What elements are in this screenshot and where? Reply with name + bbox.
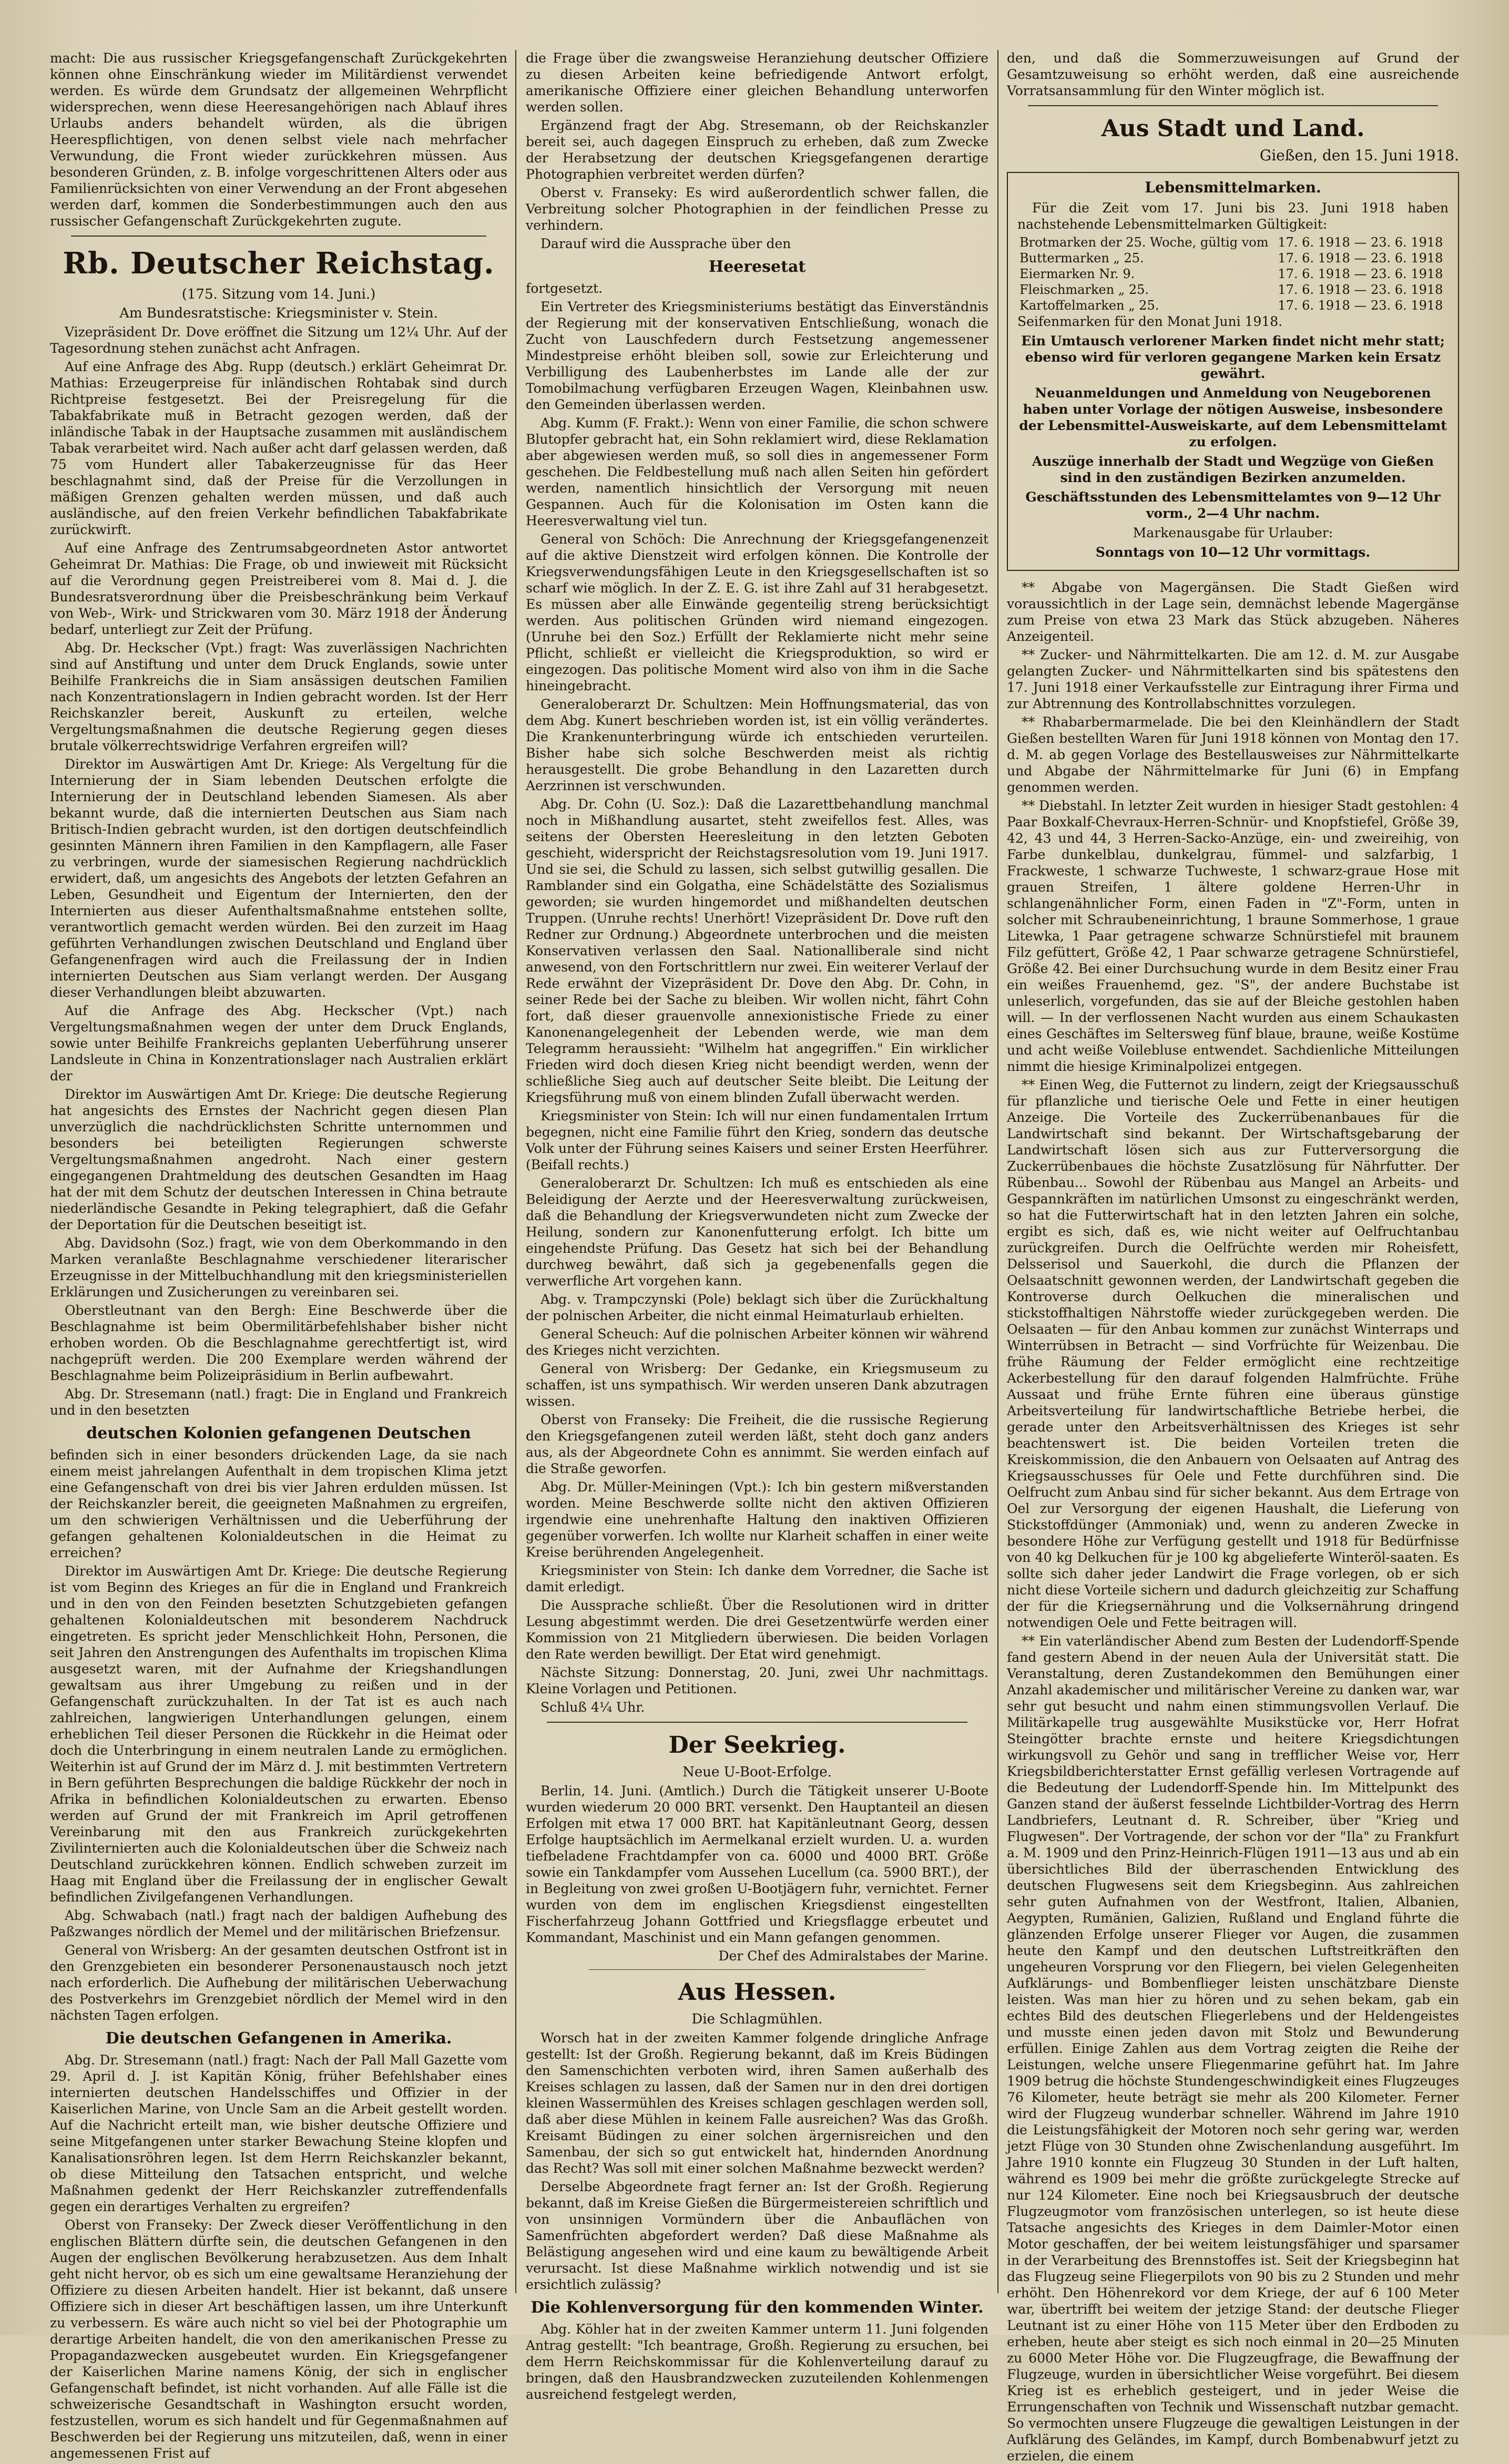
local-news-item: ** Ein vaterländischer Abend zum Besten der Ludendorff-Spende fand gestern Abend in der neuen Aula der Universität statt. Die Veranstaltung, deren Zustandekommen den Bemühungen einer Anzahl akademischer und militärischer Vereine zu danken war, war sehr gut besucht und nahm einen stimmungsvollen Verlauf. Die Militärkapelle trug ausgewählte Musikstücke vor, Herr Hofrat Steingötter brachte ernste und heitere Kriegsdichtungen wirkungsvoll zu Gehör und sang in trefflicher Weise vor, Herr Kriegsbildberichterstatter Ernst gefällig verlesen Vortragende auf die Bedeutung der Ludendorff-Spende hin. Im Mittelpunkt des Ganzen stand der äußerst fesselnde Lichtbilder-Vortrag des Herrn Landbriefers, Leutnant d. R. Schreiber, über "Krieg und Flugwesen". Der Vortragende, der schon vor der "Ila" zu Frankfurt a. M. 1909 und den Prinz-Heinrich-Flügen 1911—13 aus und ab ein übersichtliches Bild der überraschenden Entwicklung des deutschen Flugwesens seit dem Kriegsbeginn. Aus zahlreichen sehr guten Aufnahmen von der Westfront, Italien, Albanien, Aegypten, Rumänien, Galizien, Rußland und England führte die glänzenden Erfolge unserer Flieger vor Augen, die zusammen heute den Kampf und den deutschen Luftstreitkräften den ungeheuren Vorsprung vor den Fliegern, bei vielen Gelegenheiten Aufklärungs- und Bombenflieger leisten unschätzbare Dienste leisten. Was man hier zu hören und zu sehen bekam, gab ein echtes Bild des deutschen Fliegerlebens und der Heldengeistes und musste einen jeden davon mit Stolz und Bewunderung erfüllen. Einige Zahlen aus dem Vortrag zeigten die Reihe der Leistungen, welche unsere Fliegenmarine geführt hat. Im Jahre 1909 betrug die höchste Stundengeschwindigkeit eines Flugzeuges 76 Kilometer, heute beträgt sie mehr als 200 Kilometer. Ferner wird der Flugzeug wunderbar schneller. Während im Jahre 1910 die Leistungsfähigkeit der Motoren noch sehr gering war, werden jetzt Flüge von 30 Stunden ohne Zwischenlandung ausgeführt. Im Jahre 1910 konnte ein Flugzeug 30 Stunden in der Luft halten, während es 1909 bei mehr die größte zurückgelegte Strecke auf nur 124 Kilometer. Eine noch bei Kriegsausbruch der deutsche Flugzeugmotor vom französischen unterlegen, so ist heute diese Tatsache angesichts des Krieges in dem Daimler-Motor einen Motor geschaffen, der bei weitem leistungsfähiger und sparsamer in der Verarbeitung des Brennstoffes ist. Seit der Kriegsbeginn hat das Flugzeug seine Fliegerpilots von 90 bis zu 2 Stunden und mehr erhöht. Den Höhenrekord vor dem Kriege, der auf 6 100 Meter war, übertrifft bei weitem der jetzige Stand: der deutsche Flieger Leutnant ist zu einer Höhe von 115 Meter über den Erdboden zu erheben, heute aber steigt es sich noch einmal in 20—25 Minuten zu 6000 Meter Höhe vor. Die Flugzeugfrage, die Bewaffnung der Flugzeuge, wurden in übersichtlicher Weise vorgeführt. Bei diesem Krieg ist es erheblich gesteigert, und in jeder Weise die Errungenschaften von Technik und Wissenschaft nutzbar gemacht. So vermochten unsere Flugzeuge die gewaltigen Leistungen in der Aufklärung des Geländes, im Kampf, durch Bombenabwurf jetzt zu erzielen, die einem bbox=[1007, 1633, 1459, 2463]
paragraph: Oberstleutnant van den Bergh: Eine Beschwerde über die Beschlagnahme ist beim Obermilitärbefehlshaber bisher nicht erhoben worden. Ob die Beschlagnahme gerechtfertigt ist, wird nachgeprüft werden. Die 200 Exemplare werden während der Beschlagnahme beim Polizeipräsidium in Berlin aufbewahrt. bbox=[50, 1303, 507, 1383]
paragraph: Nächste Sitzung: Donnerstag, 20. Juni, zwei Uhr nachmittags. Kleine Vorlagen und Petitionen. bbox=[526, 1665, 988, 1696]
paragraph: Direktor im Auswärtigen Amt Dr. Kriege: Die deutsche Regierung ist vom Beginn des Krieges an für die in England und Frankreich und in den von den Feinden besetzten Schutzgebieten gefangen gehaltenen Kolonialdeutschen mit besonderem Nachdruck eingetreten. Es spricht jeder Menschlichkeit Hohn, Personen, die seit Jahren den Anstrengungen des Aufenthalts im tropischen Klima ausgesetzt waren, mit der Aufnahme der Kriegshandlungen gewaltsam aus ihrer Umgebung zu reißen und in der Gefangenschaft zurückzuhalten. In der Tat ist es auch nach zahlreichen, langwierigen Unterhandlungen gelungen, einem erheblichen Teil dieser Personen die Rückkehr in die Heimat oder doch die Unterbringung in einem neutralen Lande zu ermöglichen. Weiterhin ist auf Grund der im März d. J. mit bestimmten Vertretern in Bern geführten Besprechungen die baldige Rückkehr der noch in Afrika in befindlichen Kolonialdeutschen zu erwarten. Ebenso werden auf Grund der mit Frankreich im April getroffenen Vereinbarung mit den aus Frankreich zurückgekehrten Zivilinternierten auch die Kolonialdeutschen über die Schweiz nach Deutschland zurückkehren können. Endlich schweben zurzeit im Haag mit England über die Freilassung der in englischer Gewalt befindlichen Zivilgefangenen Verhandlungen. bbox=[50, 1563, 507, 1905]
table-cell: Brotmarken der 25. Woche, gültig vom bbox=[1019, 235, 1269, 250]
paragraph: Generaloberarzt Dr. Schultzen: Ich muß es entschieden als eine Beleidigung der Aerzte und der Heeresverwaltung zurückweisen, daß die Behandlung der Kriegsverwundeten nicht zum Zwecke der Heilung, sondern zur Kanonenfutterung erfolgt. Ich bitte um eingehendste Prüfung. Das Gesetz hat sich bei der Behandlung durchweg bewährt, daß sich ja gegebenenfalls gegen die verwerfliche Art vorgehen kann. bbox=[526, 1175, 988, 1289]
paragraph: Berlin, 14. Juni. (Amtlich.) Durch die Tätigkeit unserer U-Boote wurden wiederum 20 000 BRT. versenkt. Den Hauptanteil an diesen Erfolgen mit etwa 17 000 BRT. hat Kapitänleutnant Georg, dessen Erfolge hauptsächlich im Aermelkanal erzielt wurden. U. a. wurden tiefbeladene Frachtdampfer von ca. 6000 und 4000 BRT. Größe sowie ein Tankdampfer vom Aussehen Lucellum (ca. 5900 BRT.), der in Begleitung von zwei großen U-Bootjägern fuhr, vernichtet. Ferner wurden von dem im englischen Kriegsdienst eingestellten Fischerfahrzeug Johann Gottfried und Kriegsflagge erbeutet und Kommandant, Maschinist und ein Mann gefangen genommen. bbox=[526, 1783, 988, 1945]
paragraph: General Scheuch: Auf die polnischen Arbeiter können wir während des Krieges nicht verzichten. bbox=[526, 1326, 988, 1358]
box-note: Ein Umtausch verlorener Marken findet nicht mehr statt; ebenso wird für verloren gegangene Marken kein Ersatz gewährt. bbox=[1021, 333, 1445, 381]
local-news-item: ** Diebstahl. In letzter Zeit wurden in hiesiger Stadt gestohlen: 4 Paar Boxkalf-Chevraux-Herren-Schnür- und Knopfstiefel, Größe 39, 42, 43 und 44, 3 Herren-Sacko-Anzüge, ein- und zweireihig, von Farbe dunkelblau, dunkelgrau, fümmel- und salzfarbig, 1 Frackweste, 1 schwarze Tuchweste, 1 schwarz-graue Hose mit grauen Streifen, 1 ältere goldene Herren-Uhr in schlangenähnlicher Form, einen Faden in "Z"-Form, unten in solcher mit Schraubeneinrichtung, 1 braune Sommerhose, 1 graue Litewka, 1 Paar getragene schwarze Schnürstiefel mit braunem Filz gefüttert, Größe 42, 1 Paar schwarze getragene Schnürstiefel, Größe 42. Bei einer Durchsuchung wurde in dem Besitz einer Frau ein weißes Frauenhemd, gez. "S", der andere Buchstabe ist unleserlich, vorgefunden, das sie auf der Bleiche gestohlen haben will. — In der verflossenen Nacht wurden aus einem Schaukasten eines Geschäftes im Seltersweg fünf blaue, braune, weiße Kostüme und acht weiße Voilebluse entwendet. Sachdienliche Mitteilungen nimmt die hiesige Kriminalpolizei entgegen. bbox=[1007, 798, 1459, 1074]
table-cell: 17. 6. 1918 — 23. 6. 1918 bbox=[1278, 282, 1443, 297]
subheading: deutschen Kolonien gefangenen Deutschen bbox=[86, 1424, 471, 1443]
local-news-item: ** Zucker- und Nährmittelkarten. Die am 12. d. M. zur Ausgabe gelangten Zucker- und Nährmittelkarten sind bis spätestens den 17. Juni 1918 einer Verkaufsstelle zur Eintragung ihrer Firma und zur Abtrennung des Kontrollabschnittes vorzulegen. bbox=[1007, 647, 1459, 711]
paragraph: Direktor im Auswärtigen Amt Dr. Kriege: Als Vergeltung für die Internierung der in Siam lebenden Deutschen erfolgte die Internierung der in Deutschland lebenden Siamesen. Als aber bekannt wurde, daß die internierten Deutschen aus Siam nach Britisch-Indien gebracht wurden, ist den dortigen deutschfeindlich gesinnten Männern ihren Familien in den Kampflagern, alle Faser zu verbringen, wurde der siamesischen Regierung nachdrücklich erwidert, daß, um angesichts des Angebots der letzten Gefahren an Leben, Gesundheit und Eigentum der Internierten, den der Internierten aus dieser Aufenthaltsmaßnahme entstehen sollte, verantwortlich gemacht werden würden. Bei den zurzeit im Haag geführten Verhandlungen zwischen Deutschland und England über Gefangenenfragen wird auch die Freilassung der in Indien internierten Deutschen aus Siam verlangt werden. Der Ausgang dieser Verhandlungen bleibt abzuwarten. bbox=[50, 756, 507, 1000]
paragraph: Direktor im Auswärtigen Amt Dr. Kriege: Die deutsche Regierung hat angesichts des Ernstes der Nachricht gegen diesen Plan unverzüglich die nachdrücklichsten Schritte unternommen und besonders bei beteiligten Regierungen schwerste Vergeltungsmaßnahmen angedroht. Nach einer gestern eingegangenen Drahtmeldung des deutschen Gesandten im Haag hat der mit dem Schutz der deutschen Interessen in China betraute niederländische Gesandte in Peking telegraphiert, daß die Gefahr der Deportation für die Deutschen beseitigt ist. bbox=[50, 1087, 507, 1232]
divider bbox=[1028, 105, 1438, 106]
table-cell: 17. 6. 1918 — 23. 6. 1918 bbox=[1278, 298, 1443, 313]
table-cell: Fleischmarken „ 25. bbox=[1019, 282, 1149, 297]
paragraph: General von Wrisberg: An der gesamten deutschen Ostfront ist in den Grenzgebieten ein besonderer Personenaustausch noch jetzt nach erforderlich. Die Aufhebung der militärischen Ueberwachung des Postverkehrs im Grenzgebiet nördlich der Memel wird in den nächsten Tagen erfolgen. bbox=[50, 1942, 507, 2023]
column-rule bbox=[997, 50, 998, 2293]
dateline: Gießen, den 15. Juni 1918. bbox=[1259, 147, 1459, 164]
column-middle bbox=[526, 50, 988, 2402]
signature: Der Chef des Admiralstabes der Marine. bbox=[718, 1948, 988, 1964]
ration-table bbox=[1017, 234, 1449, 313]
divider bbox=[547, 1722, 967, 1723]
paragraph: Oberst von Franseky: Der Zweck dieser Veröffentlichung in den englischen Blättern dürfte sein, die deutschen Gefangenen in den Augen der englischen Bevölkerung herabzusetzen. Aus dem Inhalt geht nicht hervor, ob es sich um eine gewaltsame Heranziehung der Offiziere zu diesen Arbeiten handelt. Hier ist bekannt, daß unsere Offiziere sich in dieser Art beschäftigen lassen, um ihre Unterkunft zu verbessern. Es wäre auch nicht so viel bei der Photographie um derartige Arbeiten handelt, die von den amerikanischen Presse zu Propagandazwecken ausgebeutet wurden. Ein Kriegsgefangener der Kaiserlichen Marine namens König, der sich in englischer Gefangenschaft befindet, ist nicht vorhanden. Auf alle Fälle ist die schweizerische Gesandtschaft in Washington ersucht worden, festzustellen, worum es sich handelt und für Gegenmaßnahmen auf Beschwerden bei der Regierung uns mitzuteilen, daß, wenn in einer angemessenen Frist auf bbox=[50, 2217, 507, 2461]
box-note: Sonntags von 10—12 Uhr vormittags. bbox=[1095, 545, 1371, 560]
paragraph: Kriegsminister von Stein: Ich danke dem Vorredner, die Sache ist damit erledigt. bbox=[526, 1563, 988, 1594]
subheading: Neue U-Boot-Erfolge. bbox=[682, 1764, 832, 1780]
ration-notice-box bbox=[1007, 172, 1459, 571]
table-cell: Buttermarken „ 25. bbox=[1019, 251, 1144, 265]
paragraph: Abg. Köhler hat in der zweiten Kammer unterm 11. Juni folgenden Antrag gestellt: "Ich beantrage, Großh. Regierung zu ersuchen, bei dem Herrn Reichskommissar für die Kohlenverteilung darauf zu bringen, daß den Hausbrandzwecken zuzuteilenden Kohlenmengen ausreichend festgelegt werden, bbox=[526, 2322, 988, 2402]
paragraph: Abg. Davidsohn (Soz.) fragt, wie von dem Oberkommando in den Marken veranlaßte Beschlagnahme verschiedener literarischer Erzeugnisse in der Mittelbuchhandlung mit den kriegsministeriellen Erklärungen und Zusicherungen zu vereinbaren sei. bbox=[50, 1235, 507, 1300]
paragraph: General von Wrisberg: Der Gedanke, ein Kriegsmuseum zu schaffen, ist uns sympathisch. Wir werden unseren Dank abzutragen wissen. bbox=[526, 1361, 988, 1409]
section-heading: Aus Hessen. bbox=[678, 1979, 837, 2006]
paragraph: befinden sich in einer besonders drückenden Lage, da sie nach einem meist jahrelangen Aufenthalt in dem tropischen Klima jetzt eine Gefangenschaft von drei bis vier Jahren erdulden müssen. Ist der Reichskanzler bereit, die geeigneten Maßnahmen zu ergreifen, um den schwierigen Verhältnissen und die Ueberführung der gefangen gehaltenen Kolonialdeutschen in die Heimat zu erreichen? bbox=[50, 1447, 507, 1560]
column-left bbox=[50, 50, 507, 2461]
paragraph: Oberst v. Franseky: Es wird außerordentlich schwer fallen, die Verbreitung solcher Photographien in der feindlichen Presse zu verhindern. bbox=[526, 185, 988, 233]
paragraph: Derselbe Abgeordnete fragt ferner an: Ist der Großh. Regierung bekannt, daß im Kreise Gießen die Bürgermeistereien schriftlich und von unsinnigen Vormündern über die Anbauflächen von Samenfrüchten abgefordert werden? Daß diese Maßnahme als Belästigung angesehen wird und eine kaum zu bewältigende Arbeit verursacht. Ist diese Maßnahme wirklich notwendig und ist sie ersichtlich zulässig? bbox=[526, 2179, 988, 2292]
paragraph: Abg. Dr. Stresemann (natl.) fragt: Die in England und Frankreich und in den besetzten bbox=[50, 1386, 507, 1418]
paragraph: Schluß 4¼ Uhr. bbox=[541, 1700, 645, 1715]
paragraph: Vizepräsident Dr. Dove eröffnet die Sitzung um 12¼ Uhr. Auf der Tagesordnung stehen zunächst acht Anfragen. bbox=[50, 324, 507, 356]
paragraph: die Frage über die zwangsweise Heranziehung deutscher Offiziere zu diesen Arbeiten keine befriedigende Antwort erfolgt, amerikanische Offiziere einer gleichen Behandlung unterworfen werden sollen. bbox=[526, 50, 988, 115]
paragraph: Abg. Dr. Cohn (U. Soz.): Daß die Lazarettbehandlung manchmal noch in Mißhandlung ausartet, steht zweifellos fest. Alles, was seitens der Obersten Heeresleitung in den letzten Geboten geschieht, widerspricht der Reichstagsresolution vom 19. Juni 1917. Und sie sei, die Schuld zu lassen, sich selbst gutwillig gesallen. Die Ramblander sind ein Golgatha, eine Schädelstätte des Sozialismus geworden; sie wurden hingemordet und mißhandelten deutschen Truppen. (Unruhe rechts! Unerhört! Vizepräsident Dr. Dove ruft den Redner zur Ordnung.) Abgeordnete unterbrochen und die meisten Konservativen verlassen den Saal. Nationalliberale sind nicht anwesend, von den Fortschrittlern nur zwei. Ein weiterer Verlauf der Rede erwähnt der Vizepräsident Dr. Dove den Abg. Dr. Cohn, in seiner Rede bei der Sache zu bleiben. Wir wollen nicht, fährt Cohn fort, daß dieser grauenvolle annexionistische Friede zu einer Kanonenangelegenheit der Lebenden werde, wie man dem Telegramm heraussieht: "Wilhelm hat angegriffen." Ein wirklicher Frieden wird doch diesen Krieg nicht beendigt werden, wenn der schließliche Sieg auch auf deutscher Seite bleibt. Die Leitung der Kriegsführung muß von einem blinden Zufall überwacht werden. bbox=[526, 796, 988, 1105]
paragraph: Auf eine Anfrage des Zentrumsabgeordneten Astor antwortet Geheimrat Dr. Mathias: Die Frage, ob und inwieweit mit Rücksicht auf die Verordnung gegen Preistreiberei vom 8. Mai d. J. die Bundesratsverordnung über die Preisbeschränkung beim Verkauf von Web-, Wirk- und Strickwaren vom 30. März 1918 der Änderung bedarf, unterliegt zur Zeit der Prüfung. bbox=[50, 540, 507, 637]
paragraph: Worsch hat in der zweiten Kammer folgende dringliche Anfrage gestellt: Ist der Großh. Regierung bekannt, daß im Kreis Büdingen den Samenschichten verboten wird, ihren Samen außerhalb des Kreises schlagen zu lassen, daß der Samen nur in den drei dortigen kleinen Wassermühlen des Kreises schlagen geschlagen werden soll, daß aber diese Mühlen in keinem Falle ausreichen? Was das Großh. Kreisamt Büdingen zu einer solchen ärgernisreichen und den Samenbau, der sich so gut entwickelt hat, hindernden Anordnung das Recht? Was soll mit einer solchen Maßnahme bezweckt werden? bbox=[526, 2030, 988, 2176]
column-rule bbox=[515, 50, 516, 2293]
paragraph: Die Aussprache schließt. Über die Resolutionen wird in dritter Lesung abgestimmt werden. Die drei Gesetzentwürfe werden einer Kommission von 21 Mitgliedern überwiesen. Die beiden Vorlagen den Rate werden bewilligt. Der Etat wird genehmigt. bbox=[526, 1598, 988, 1662]
box-note: Neuanmeldungen und Anmeldung von Neugeborenen haben unter Vorlage der nötigen Ausweise, insbesondere der Lebensmittel-Ausweiskarte, auf dem Lebensmittelamt zu erfolgen. bbox=[1019, 385, 1447, 449]
paragraph: Ein Vertreter des Kriegsministeriums bestätigt das Einverständnis der Regierung mit der konservativen Entschließung, wonach die Zucht von Lauschfedern durch Festsetzung angemessener Mindestpreise erhöht bleiben soll, sowie zur Erleichterung und Verbilligung des Laubenherbstes im Lande alle der zur Tomobilmachung verfügbaren Erzeugen Wagen, Kleinbahnen usw. den Gemeinden überlassen werden. bbox=[526, 299, 988, 412]
subheading: Die deutschen Gefangenen in Amerika. bbox=[105, 2029, 452, 2048]
box-note: Markenausgabe für Urlauber: bbox=[1133, 525, 1333, 540]
section-heading: Aus Stadt und Land. bbox=[1101, 115, 1365, 142]
subheading: Die Kohlenversorgung für den kommenden Winter. bbox=[531, 2298, 984, 2317]
paragraph: Oberst von Franseky: Die Freiheit, die die russische Regierung den Kriegsgefangenen zuteil werden läßt, steht doch ganz anders aus, als der Abgeordnete Cohn es annimmt. Sie werden einfach auf die Straße geworfen. bbox=[526, 1412, 988, 1476]
paragraph: Kriegsminister von Stein: Ich will nur einen fundamentalen Irrtum begegnen, nicht eine Familie führt den Krieg, sondern das deutsche Volk unter der Führung seines Kaisers und seiner Ersten Heerführer. (Beifall rechts.) bbox=[526, 1108, 988, 1172]
table-cell: Eiermarken Nr. 9. bbox=[1019, 267, 1135, 281]
paragraph: Abg. Dr. Heckscher (Vpt.) fragt: Was zuverlässigen Nachrichten sind auf Anstiftung und unter dem Druck Englands, sowie unter Beihilfe Frankreichs die in Siam ansässigen deutschen Familien nach Konzentrationslagern in Indien gebracht worden. Ist der Herr Reichskanzler bereit, Auskunft zu erteilen, welche Vergeltungsmaßnahmen die deutsche Regierung gegen dieses brutale völkerrechtswidrige Verfahren ergreifen will? bbox=[50, 640, 507, 753]
box-title: Lebensmittelmarken. bbox=[1145, 179, 1321, 196]
table-row bbox=[1017, 266, 1449, 282]
table-row bbox=[1017, 298, 1449, 313]
paragraph: Abg. Kumm (F. Frakt.): Wenn von einer Familie, die schon schwere Blutopfer gebracht hat, ein Sohn reklamiert wird, diese Reklamation aber abgewiesen werden muß, so soll dies in angemessener Form geschehen. Die Feldbestellung muß nach allen Seiten hin gefördert werden, namentlich hinsichtlich der Versorgung mit neuen Gespannen. Auch für die Kolonisation im Osten kann die Heeresverwaltung viel tun. bbox=[526, 415, 988, 528]
local-news-item: ** Einen Weg, die Futternot zu lindern, zeigt der Kriegsausschuß für pflanzliche und tierische Oele und Fette in einer heutigen Anzeige. Die Vorteile des Zuckerrübenanbaues für die Landwirtschaft sind bekannt. Der Wirtschaftsgebarung der Landwirtschaft lösen sich aus zur Futterversorgung die Zuckerrübenbaues die höchste Zusatzlösung für Nährfutter. Der Rübenbau... Sowohl der Rübenbau aus Mangel an Arbeits- und Gespannkräften im natürlichen Umsonst zu eingeschränkt werden, so hat die Futterwirtschaft hat in den letzten Jahren ein solche, ergibt es sich, daß es, wie nicht weiter auf Oelfruchtanbau zurückgreifen. Durch die Oelfrüchte werden mir Roheisfett, Delsserisol und Sauerkohl, die durch die Pflanzen der Oelsaatschnitt gewonnen werden, der Landwirtschaft gegeben die Kontroverse durch Oelkuchen die mineralischen und stickstoffhaltigen Nährstoffe wieder zurückgegeben werden. Die Oelsaaten — für den Anbau kommen zur zunächst Winterraps und Winterrübsen in Betracht — sind Vorfrüchte für Weizenbau. Die frühe Räumung der Felder ermöglicht eine rechtzeitige Ackerbestellung für den darauf folgenden Halmfrüchte. Frühe Aussaat und frühe Ernte führen eine überaus günstige Arbeitsverteilung für landwirtschaftliche Betriebe herbei, die gerade unter den Arbeitsverhältnissen des Krieges ist sehr beachtenswert ist. Die beiden Vorteilen treten die Kreiskommission, die den Anbauern von Oelsaaten auf Antrag des Kriegsausschusses für Oele und Fette durchführen sind. Die Oelfrucht zum Anbau sind für sicher bekannt. Aus dem Ertrage von Oel zur Versorgung der eigenen Haushalt, die Lieferung von Stickstoffdünger (Ammoniak) und, wenn zu anderen Zwecke in besondere Höhe zur Verfügung gestellt und 1918 für Bedürfnisse von 40 kg Delkuchen für je 100 kg abgelieferte Winteröl-saaten. Es sollte sich daher jeder Landwirt die Frage vorlegen, ob er sich nicht diese Vorteile sichern und dadurch gleichzeitig zur Schaffung der für die Kriegsernährung und die Volksernährung dringend notwendigen Oele und Fette beitragen will. bbox=[1007, 1077, 1459, 1630]
table-cell: 17. 6. 1918 — 23. 6. 1918 bbox=[1278, 267, 1443, 281]
paragraph: Ergänzend fragt der Abg. Stresemann, ob der Reichskanzler bereit sei, auch dagegen Einspruch zu erheben, daß zum Zwecke der Herabsetzung der deutschen Kriegsgefangenen derartige Photographien verbreitet werden dürfen? bbox=[526, 118, 988, 182]
paragraph: Auf die Anfrage des Abg. Heckscher (Vpt.) nach Vergeltungsmaßnahmen wegen der unter dem Druck Englands, sowie unter Beihilfe Frankreichs geplanten Ueberführung unserer Landsleute in China in Konzentrationslager nach Australien erklärt der bbox=[50, 1003, 507, 1083]
box-note: Auszüge innerhalb der Stadt und Wegzüge von Gießen sind in den zuständigen Bezirken anzumelden. bbox=[1032, 454, 1434, 485]
paragraph: den, und daß die Sommerzuweisungen auf Grund der Gesamtzuweisung so erhöht werden, daß eine ausreichende Vorratsansammlung für den Winter möglich ist. bbox=[1007, 50, 1459, 98]
subheading: Heeresetat bbox=[708, 258, 806, 276]
paragraph: Darauf wird die Aussprache über den bbox=[541, 236, 791, 251]
paragraph: General von Schöch: Die Anrechnung der Kriegsgefangenenzeit auf die aktive Dienstzeit wird erfolgen können. Die Kontrolle der Kriegsverwendungsfähigen Leute in den Kriegsgesellschaften ist so scharf wie möglich. In der Z. E. G. ist ihre Zahl auf 31 herabgesetzt. Es müssen aber alle Einwände gegenteilig streng berücksichtigt werden. Aus politischen Gründen wird niemand eingezogen. (Unruhe bei den Soz.) Erfüllt der Reklamierte nicht mehr seine Pflicht, schließt er vielleicht die Kriegsproduktion, so wird er eingezogen. Das politische Moment wird also von ihm in die Sache hineingebracht. bbox=[526, 531, 988, 693]
paragraph: Abg. v. Trampczynski (Pole) beklagt sich über die Zurückhaltung der polnischen Arbeiter, die nicht einmal Heimaturlaub erhielten. bbox=[526, 1292, 988, 1323]
article-continuation: macht: Die aus russischer Kriegsgefangenschaft Zurückgekehrten können ohne Einschränkung wieder im Militärdienst verwendet werden. Es würde dem Grundsatz der allgemeinen Wehrpflicht widersprechen, wenn diese Heeresangehörigen nach Ablauf ihres Urlaubs anders behandelt würden, als die übrigen Heerespflichtigen, von denen selbst viele nach mehrfacher Verwundung, die Front wieder zurückkehren müssen. Aus besonderen Gründen, z. B. infolge vorgeschrittenen Alters oder aus Familienrücksichten von einer Verwendung an der Front abgesehen werden darf, kommen die Sonderbestimmungen auch den aus russischer Gefangenschaft Zurückgekehrten zugute. bbox=[50, 50, 507, 229]
paragraph: Auf eine Anfrage des Abg. Rupp (deutsch.) erklärt Geheimrat Dr. Mathias: Erzeugerpreise für inländischen Rohtabak sind durch Richtpreise festgesetzt. Bei der Preisregelung für die Tabakfabrikate muß in Betracht gezogen werden, daß der inländische Tabak in der Hauptsache zusammen mit ausländischem Tabak verarbeitet wird. Nach außer acht darf gelassen werden, daß 75 vom Hundert aller Tabakerzeugnisse für das Heer beschlagnahmt sind, daß der Preise für die Verzollungen in mäßigen Grenzen gehalten werden müssen, und daß auch ausländische, auf den freien Verkehr befindlichen Tabakfabrikate zurückwirft. bbox=[50, 359, 507, 537]
bundesrat-note: Am Bundesratstische: Kriegsminister v. Stein. bbox=[119, 305, 438, 321]
session-note: (175. Sitzung vom 14. Juni.) bbox=[181, 287, 376, 302]
divider bbox=[589, 1969, 925, 1970]
paragraph: Generaloberarzt Dr. Schultzen: Mein Hoffnungsmaterial, das von dem Abg. Kunert beschrieben worden ist, ist ein völlig verändertes. Die Krankenunterbringung würde ich entschieden verurteilen. Bisher habe sich solche Beschwerden meist als richtig herausgestellt. Die grobe Behandlung in den Lazaretten durch Aerzrinnen ist verschwunden. bbox=[526, 697, 988, 793]
local-news-item: ** Rhabarbermarmelade. Die bei den Kleinhändlern der Stadt Gießen bestellten Waren für Juni 1918 können von Montag den 17. d. M. ab gegen Vorlage des Bestellausweises zur Nährmittelkarte und Abgabe der Nährmittelmarke für Juni (6) in Empfang genommen werden. bbox=[1007, 714, 1459, 795]
box-note: Geschäftsstunden des Lebensmittelamtes von 9—12 Uhr vorm., 2—4 Uhr nachm. bbox=[1025, 489, 1441, 521]
table-row bbox=[1017, 250, 1449, 266]
paragraph: Abg. Schwabach (natl.) fragt nach der baldigen Aufhebung des Paßzwanges nördlich der Memel und der militärischen Briefzensur. bbox=[50, 1908, 507, 1939]
local-news-item: ** Abgabe von Magergänsen. Die Stadt Gießen wird voraussichtlich in der Lage sein, demnächst lebende Magergänse zum Preise von etwa 23 Mark das Stück abzugeben. Näheres Anzeigenteil. bbox=[1007, 580, 1459, 644]
column-right bbox=[1007, 50, 1459, 2463]
paragraph: fortgesetzt. bbox=[526, 281, 603, 296]
table-cell: 17. 6. 1918 — 23. 6. 1918 bbox=[1278, 251, 1443, 265]
table-row bbox=[1017, 234, 1449, 250]
divider bbox=[71, 236, 486, 237]
paragraph: Abg. Dr. Stresemann (natl.) fragt: Nach der Pall Mall Gazette vom 29. April d. J. ist Kapitän König, früher Befehlshaber eines internierten deutschen Handelsschiffes und Offizier in der Kaiserlichen Marine, von Uncle Sam an die Arbeit gestellt worden. Auf die Nachricht erteilt man, wie bisher deutsche Offiziere und seine Mitgefangenen unter starker Bewachung Steine klopfen und Kanalisationsröhren legen. Ist dem Herrn Reichskanzler bekannt, ob diese Mitteilung den Tatsachen entspricht, und welche Maßnahmen gedenkt der Herr Reichskanzler zutreffendenfalls gegen ein derartiges Verhalten zu ergreifen? bbox=[50, 2052, 507, 2214]
table-row bbox=[1017, 282, 1449, 298]
box-intro: Für die Zeit vom 17. Juni bis 23. Juni 1918 haben nachstehende Lebensmittelmarken Gültigkeit: bbox=[1017, 200, 1449, 232]
section-heading: Rb. Deutscher Reichstag. bbox=[63, 246, 495, 281]
paragraph: Abg. Dr. Müller-Meiningen (Vpt.): Ich bin gestern mißverstanden worden. Meine Beschwerde sollte nicht den aktiven Offizieren irgendwie eine unehrenhafte Haltung den inaktiven Offizieren gegenüber vorwerfen. Ich wollte nur Klarheit schaffen in einer weite Kreise berührenden Angelegenheit. bbox=[526, 1479, 988, 1560]
section-heading: Der Seekrieg. bbox=[668, 1732, 846, 1758]
box-note: Seifenmarken für den Monat Juni 1918. bbox=[1017, 314, 1283, 329]
table-cell: Kartoffelmarken „ 25. bbox=[1019, 298, 1159, 313]
table-cell: 17. 6. 1918 — 23. 6. 1918 bbox=[1278, 235, 1443, 250]
subheading: Die Schlagmühlen. bbox=[691, 2011, 823, 2027]
